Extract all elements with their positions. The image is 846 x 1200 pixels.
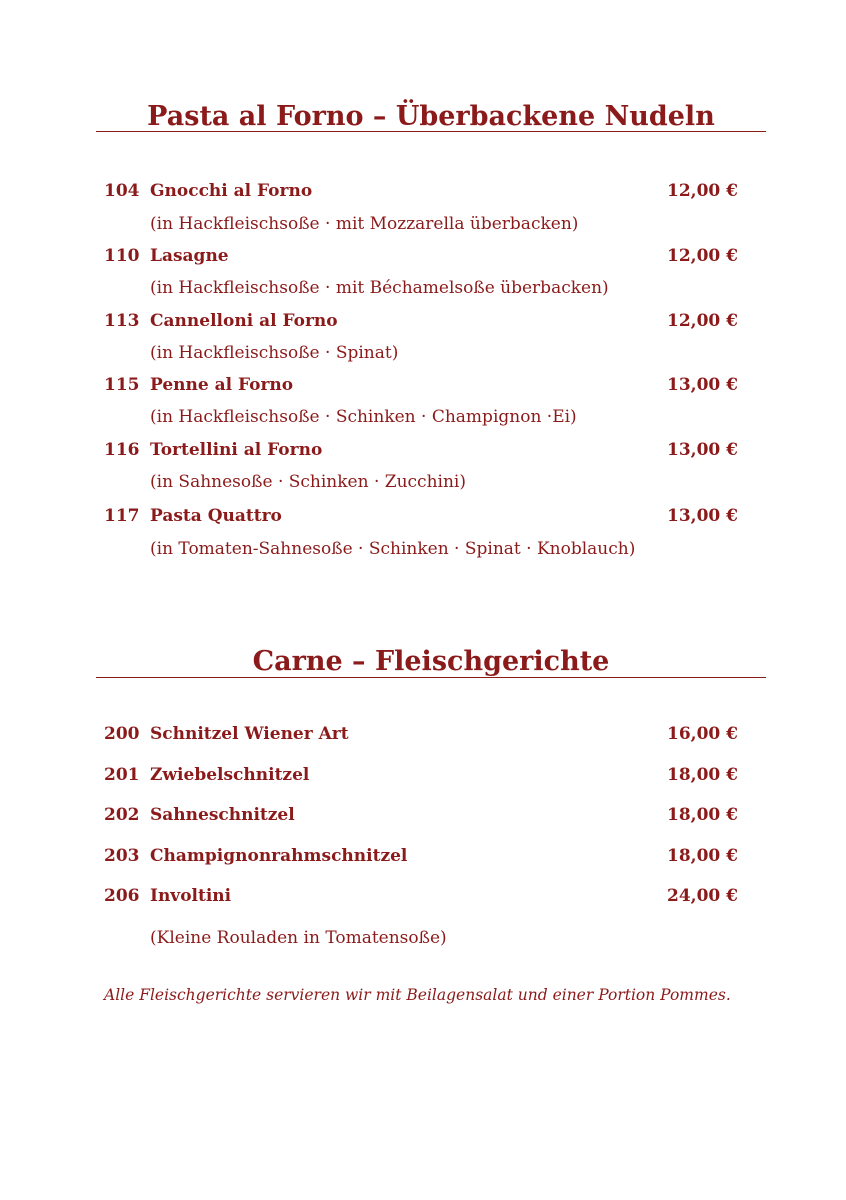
- item-description: (in Tomaten-Sahnesoße · Schinken · Spinat · Knoblauch): [150, 539, 636, 559]
- item-name: Champignonrahmschnitzel: [150, 846, 408, 866]
- item-price: 16,00 €: [667, 724, 738, 744]
- item-number: 116: [104, 440, 140, 460]
- item-price: 12,00 €: [667, 246, 738, 266]
- item-name: Gnocchi al Forno: [150, 181, 313, 201]
- item-name: Involtini: [150, 886, 232, 906]
- section-divider: [96, 677, 766, 678]
- item-number: 113: [104, 311, 140, 331]
- item-name: Lasagne: [150, 246, 229, 266]
- item-number: 110: [104, 246, 140, 266]
- item-price: 18,00 €: [667, 846, 738, 866]
- item-description: (Kleine Rouladen in Tomatensoße): [150, 928, 447, 948]
- item-price: 13,00 €: [667, 506, 738, 526]
- item-description: (in Hackfleischsoße · mit Béchamelsoße überbacken): [150, 278, 609, 298]
- item-number: 201: [104, 765, 140, 785]
- item-number: 104: [104, 181, 140, 201]
- item-number: 206: [104, 886, 140, 906]
- item-description: (in Hackfleischsoße · mit Mozzarella überbacken): [150, 214, 579, 234]
- item-price: 13,00 €: [667, 440, 738, 460]
- item-number: 203: [104, 846, 140, 866]
- item-description: (in Hackfleischsoße · Schinken · Champignon ·Ei): [150, 407, 577, 427]
- item-number: 115: [104, 375, 140, 395]
- section-title-carne: Carne – Fleischgerichte: [252, 646, 610, 677]
- item-description: (in Sahnesoße · Schinken · Zucchini): [150, 472, 466, 492]
- item-price: 18,00 €: [667, 805, 738, 825]
- item-number: 117: [104, 506, 140, 526]
- item-name: Zwiebelschnitzel: [150, 765, 310, 785]
- item-name: Schnitzel Wiener Art: [150, 724, 349, 744]
- item-price: 12,00 €: [667, 311, 738, 331]
- item-name: Tortellini al Forno: [150, 440, 323, 460]
- item-name: Sahneschnitzel: [150, 805, 295, 825]
- footnote: Alle Fleischgerichte servieren wir mit Beilagensalat und einer Portion Pommes.: [104, 986, 731, 1004]
- item-price: 12,00 €: [667, 181, 738, 201]
- section-title-pasta: Pasta al Forno – Überbackene Nudeln: [147, 101, 715, 132]
- item-description: (in Hackfleischsoße · Spinat): [150, 343, 399, 363]
- section-divider: [96, 131, 766, 132]
- item-name: Cannelloni al Forno: [150, 311, 338, 331]
- item-price: 13,00 €: [667, 375, 738, 395]
- item-name: Pasta Quattro: [150, 506, 282, 526]
- item-number: 202: [104, 805, 140, 825]
- item-price: 18,00 €: [667, 765, 738, 785]
- item-price: 24,00 €: [667, 886, 738, 906]
- item-number: 200: [104, 724, 140, 744]
- item-name: Penne al Forno: [150, 375, 294, 395]
